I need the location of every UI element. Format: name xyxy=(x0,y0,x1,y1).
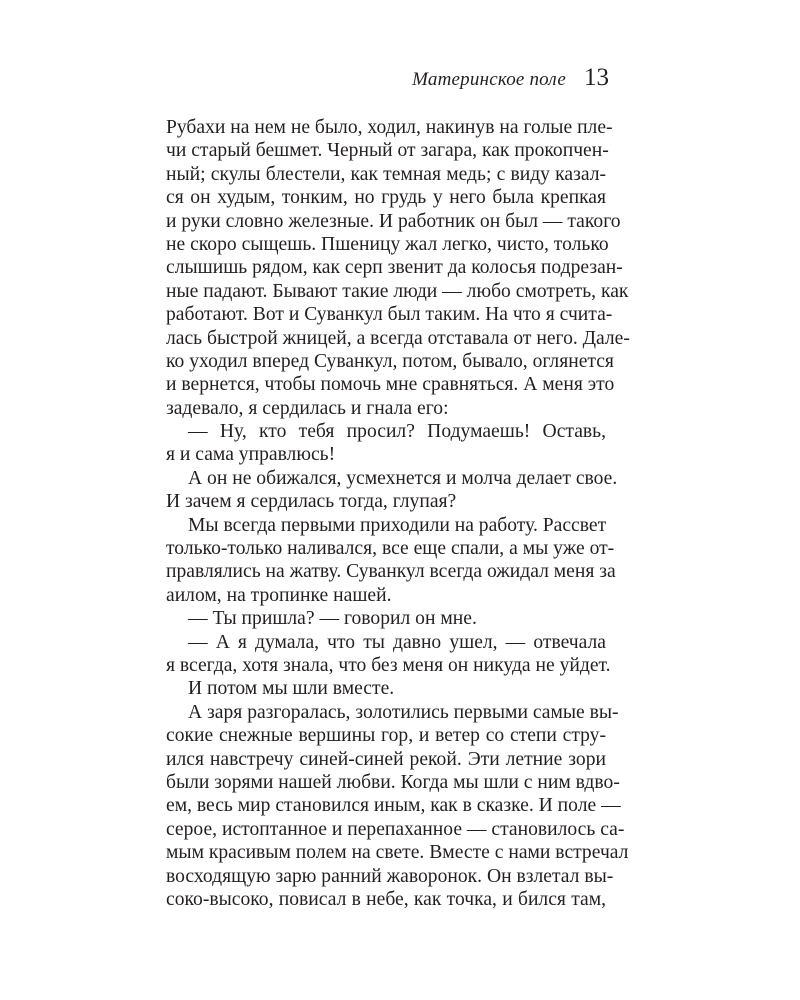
text-line: соко-высоко, повисал в небе, как точка, и бился там, xyxy=(166,888,606,910)
text-line: и руки словно железные. И работник он был — такого xyxy=(166,210,621,232)
text-line: ился навстречу синей-синей рекой. Эти летние зори xyxy=(166,748,606,770)
text-line: задевало, я сердилась и гнала его: xyxy=(166,397,449,419)
text-line: были зорями нашей любви. Когда мы шли с ним вдво- xyxy=(166,771,620,793)
text-line: не скоро сыщешь. Пшеницу жал легко, чисто, только xyxy=(166,233,609,255)
text-line: я и сама управлюсь! xyxy=(166,444,336,466)
text-line: ко уходил вперед Суванкул, потом, бывало, оглянется xyxy=(166,350,614,372)
page-number: 13 xyxy=(584,64,609,91)
text-line: ся он худым, тонким, но грудь у него была крепкая xyxy=(166,187,606,209)
text-line: И потом мы шли вместе. xyxy=(188,678,395,700)
text-line: восходящую зарю ранний жаворонок. Он взлетал вы- xyxy=(166,865,614,887)
text-line: работают. Вот и Суванкул был таким. На что я счита- xyxy=(166,304,613,326)
text-line: я всегда, хотя знала, что без меня он никуда не уйдет. xyxy=(166,654,611,676)
text-line: А он не обижался, усмехнется и молча делает свое. xyxy=(188,467,618,489)
text-line: — Ты пришла? — говорил он мне. xyxy=(188,608,477,630)
text-line: правлялись на жатву. Суванкул всегда ожидал меня за xyxy=(166,561,616,583)
running-title: Материнское поле xyxy=(412,69,566,90)
text-line: мым красивым полем на свете. Вместе с нами встречал xyxy=(166,842,629,864)
running-head xyxy=(412,64,609,92)
text-line: Рубахи на нем не было, ходил, накинув на голые пле- xyxy=(166,117,613,138)
text-line: только-только наливался, все еще спали, а мы уже от- xyxy=(166,538,615,560)
text-line: лась быстрой жницей, а всегда отставала от него. Дале- xyxy=(166,327,630,349)
text-line: слышишь рядом, как серп звенит да колосья подрезан- xyxy=(166,257,623,279)
text-line: И зачем я сердилась тогда, глупая? xyxy=(166,491,457,513)
text-line: сокие снежные вершины гор, и ветер со степи стру- xyxy=(166,725,606,747)
text-line: серое, истоптанное и перепаханное — становилось са- xyxy=(166,818,625,840)
text-line: аилом, на тропинке нашей. xyxy=(166,584,392,606)
text-line: Мы всегда первыми приходили на работу. Рассвет xyxy=(188,514,607,536)
text-line: — Ну, кто тебя просил? Подумаешь! Оставь, xyxy=(188,421,606,443)
text-line: чи старый бешмет. Черный от загара, как прокопчен- xyxy=(166,140,609,162)
text-line: ный; скулы блестели, как темная медь; с виду казал- xyxy=(166,163,606,185)
text-line: А заря разгоралась, золотились первыми самые вы- xyxy=(188,701,619,723)
text-line: и вернется, чтобы помочь мне сравняться. А меня это xyxy=(166,374,615,396)
text-line: ные падают. Бывают такие люди — любо смотреть, как xyxy=(166,280,629,302)
text-line: ем, весь мир становился иным, как в сказке. И поле — xyxy=(166,795,621,817)
text-line: — А я думала, что ты давно ушел, — отвечала xyxy=(188,631,606,653)
body-text xyxy=(166,116,630,911)
